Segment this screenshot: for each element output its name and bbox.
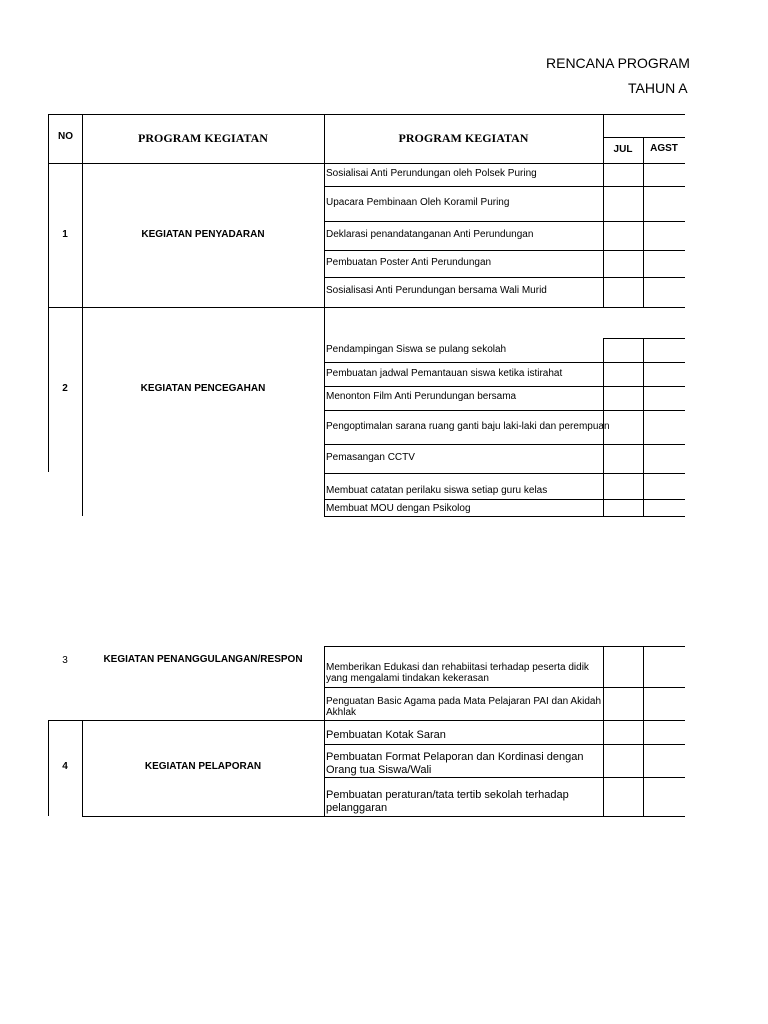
activity-item: Penguatan Basic Agama pada Mata Pelajaran PAI dan Akidah [326,696,602,707]
section-number: 1 [62,229,68,240]
header-month-agst: AGST [650,143,678,154]
activity-item: Pendampingan Siswa se pulang sekolah [326,344,507,355]
activity-item: Orang tua Siswa/Wali [326,764,432,776]
activity-item: Sosialisai Anti Perundungan oleh Polsek Puring [326,168,537,179]
activity-item: Pengoptimalan sarana ruang ganti baju laki-laki dan perempuan [326,421,610,432]
activity-item: Membuat catatan perilaku siswa setiap guru kelas [326,485,548,496]
activity-item: Upacara Pembinaan Oleh Koramil Puring [326,197,510,208]
activity-item: Pembuatan Format Pelaporan dan Kordinasi dengan [326,751,584,763]
header-program-kegiatan-1: PROGRAM KEGIATAN [138,131,268,145]
activity-item: Akhlak [326,707,357,718]
document-title: RENCANA PROGRAM [546,55,690,71]
activity-item: Membuat MOU dengan Psikolog [326,503,471,514]
activity-item: Sosialisasi Anti Perundungan bersama Wali Murid [326,285,547,296]
section-number: 3 [62,655,68,666]
activity-item: Pembuatan jadwal Pemantauan siswa ketika istirahat [326,368,563,379]
header-month-jul: JUL [613,144,633,155]
section-number: 4 [62,761,68,772]
section-name: KEGIATAN PELAPORAN [144,761,262,772]
activity-item: Memberikan Edukasi dan rehabiitasi terhadap peserta didik [326,662,589,673]
activity-item: Menonton Film Anti Perundungan bersama [326,391,517,402]
section-name: KEGIATAN PENYADARAN [141,229,265,240]
header-no: NO [58,131,73,142]
activity-item: pelanggaran [326,802,388,814]
activity-item: Pembuatan Poster Anti Perundungan [326,257,492,268]
section-name: KEGIATAN PENCEGAHAN [140,383,266,394]
activity-item: yang mengalami tindakan kekerasan [326,673,489,684]
activity-item: Pembuatan peraturan/tata tertib sekolah terhadap [326,789,569,801]
activity-item: Pembuatan Kotak Saran [326,729,446,741]
section-name: KEGIATAN PENANGGULANGAN/RESPON [103,654,303,665]
section-number: 2 [62,383,68,394]
document-subtitle: TAHUN A [628,80,688,96]
activity-item: Pemasangan CCTV [326,452,415,463]
activity-item: Deklarasi penandatanganan Anti Perundungan [326,229,534,240]
header-program-kegiatan-2: PROGRAM KEGIATAN [398,131,529,145]
